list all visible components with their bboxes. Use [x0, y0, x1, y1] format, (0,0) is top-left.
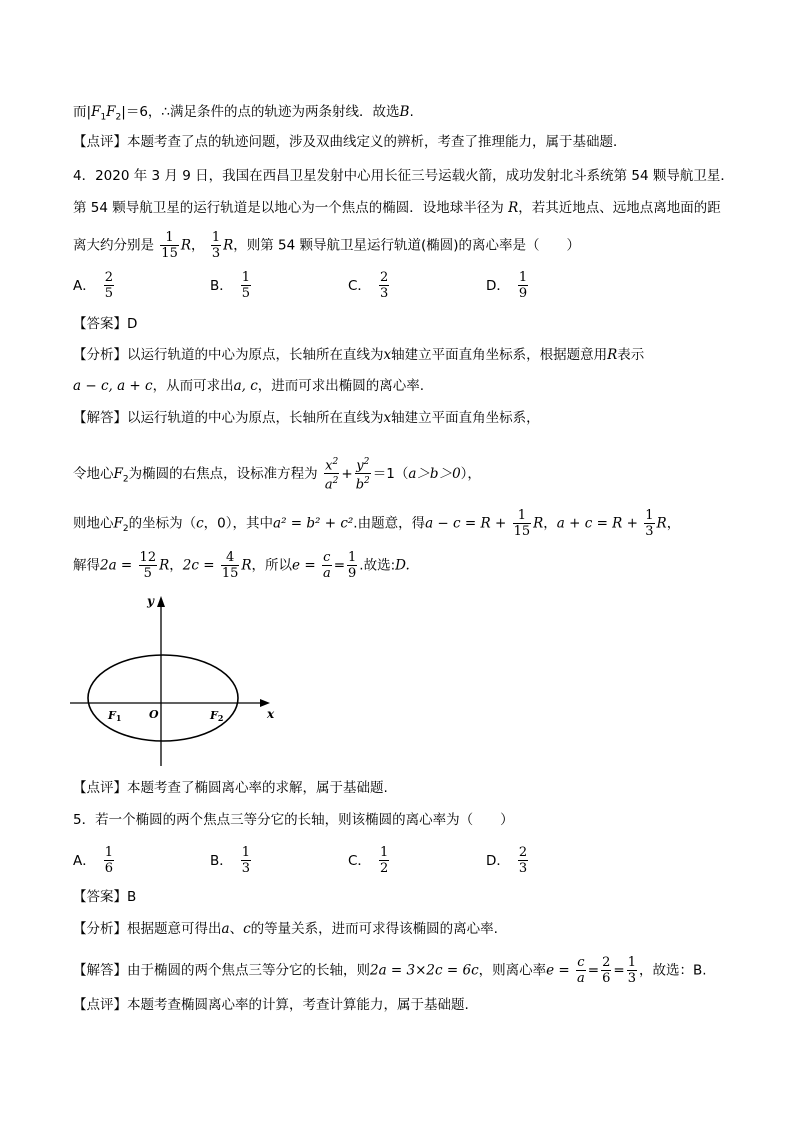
text: 第 54 颗导航卫星的运行轨道是以地心为一个焦点的椭圆．设地球半径为 [73, 200, 504, 216]
numerator: 1 [348, 550, 357, 565]
denominator: 3 [241, 861, 251, 876]
answer-tag: 【答案】 [73, 316, 127, 332]
q4-option-c[interactable] [348, 270, 391, 301]
text: ，0），其中 [203, 515, 274, 532]
exponent: 2 [363, 457, 370, 467]
q5-comment [73, 995, 469, 1015]
previous-solution-line [73, 102, 414, 128]
q4-option-a[interactable] [73, 270, 116, 301]
focus-letter: F [108, 709, 116, 722]
math-c: c [243, 921, 251, 937]
comment-tag: 【点评】 [73, 997, 127, 1013]
focus-f2-label [209, 709, 223, 723]
numerator: 1 [241, 845, 251, 860]
math-R: R [607, 347, 618, 363]
q5-option-b[interactable] [210, 845, 253, 876]
denominator: 15 [221, 566, 239, 581]
numerator: 1 [211, 230, 221, 245]
text: ， [543, 515, 557, 532]
text: .由题意，得 [353, 515, 426, 532]
denominator: 9 [518, 286, 528, 301]
math-R: R [508, 200, 519, 216]
numerator: 1 [241, 270, 251, 285]
denominator: 3 [518, 861, 528, 876]
q5-option-c[interactable] [348, 845, 391, 876]
answer-letter: D. [395, 557, 410, 574]
option-fraction [241, 845, 251, 876]
denominator: 15 [513, 524, 531, 539]
numerator: 2 [602, 955, 611, 970]
math-F: F [113, 515, 123, 532]
numerator: 1 [627, 955, 636, 970]
option-label: A． [73, 277, 96, 294]
fraction-2-6 [601, 955, 611, 986]
option-fraction [379, 270, 389, 301]
math-x: x [383, 347, 392, 363]
y-axis-arrow [157, 596, 165, 607]
option-label: C． [348, 852, 371, 869]
comment-text: 本题考查了点的轨迹问题，涉及双曲线定义的辨析，考查了推理能力，属于基础题． [127, 134, 627, 150]
origin-label: O [149, 708, 159, 721]
q5-stem: 5．若一个椭圆的两个焦点三等分它的长轴，则该椭圆的离心率为（ ） [73, 812, 514, 828]
exponent: 2 [332, 457, 339, 467]
text: 以运行轨道的中心为原点，长轴所在直线为 [127, 410, 384, 426]
q5-analysis [73, 919, 498, 939]
option-fraction [379, 845, 389, 876]
y-axis-label: y [147, 594, 154, 608]
fraction-y2-b2 [355, 455, 371, 493]
fraction-12-5 [139, 550, 158, 581]
text: ，故选：B. [638, 962, 707, 979]
numerator: c [323, 550, 331, 565]
denominator: 6 [104, 861, 114, 876]
math-condition: a＞b＞0 [408, 465, 461, 482]
text: 而| [73, 104, 92, 120]
denominator: 3 [211, 246, 221, 261]
exponent: 2 [364, 476, 370, 487]
q4-solution-line4: 解得2a = $\frac{12}{5}$ R，2c = $\frac{4}{15}$ R，所以e = $\frac{c}{a}$ = $\frac{1}{9}$ .故选:D. [73, 550, 410, 581]
answer-tag: 【答案】 [73, 889, 127, 905]
q4-stem-line3: 离大约分别是 $\frac{1}{15}$ R， $\frac{1}{3}$ R，则第 54 颗导航卫星运行轨道(椭圆)的离心率是（ ） [73, 230, 581, 261]
text: ，进而可求出椭圆的离心率. [257, 378, 425, 394]
text: 解得 [73, 557, 100, 574]
math-F: F [91, 104, 101, 120]
focus-subscript: 2 [217, 713, 224, 723]
option-label: A． [73, 852, 96, 869]
denominator: 3 [645, 524, 654, 539]
math-equation: 2a = 3×2c = 6c [370, 962, 479, 979]
analysis-tag: 【分析】 [73, 921, 127, 937]
numerator: 2 [379, 270, 389, 285]
q4-answer [73, 314, 137, 334]
q4-solution-line3 [73, 508, 680, 539]
solution-tag: 【解答】 [73, 410, 127, 426]
text: 为椭圆的右焦点，设标准方程为 [128, 465, 318, 482]
denominator: 2 [379, 861, 389, 876]
q4-stem-line2 [73, 198, 721, 218]
comment-q3 [73, 132, 627, 152]
subscript: 2 [122, 474, 129, 485]
numerator: 1 [513, 508, 532, 524]
q4-comment [73, 778, 388, 798]
q4-option-b[interactable] [210, 270, 253, 301]
focus-subscript: 1 [115, 713, 122, 723]
x-axis-arrow [260, 699, 270, 707]
subscript: 2 [122, 524, 129, 535]
text: ， [666, 515, 681, 532]
option-label: B． [210, 277, 233, 294]
text: ，则离心率 [478, 962, 547, 979]
numerator: 1 [645, 508, 654, 523]
numerator: 4 [221, 550, 240, 566]
option-label: C． [348, 277, 371, 294]
math-expression: a, c [233, 378, 258, 394]
text: 轴建立平面直角坐标系，根据题意用 [391, 347, 608, 363]
denominator: 15 [161, 246, 178, 261]
comment-text: 本题考查了椭圆离心率的求解，属于基础题. [127, 780, 388, 796]
denominator: 5 [241, 286, 251, 301]
fraction-1-3 [644, 508, 654, 539]
ellipse-curve [88, 655, 238, 741]
comment-text: 本题考查椭圆离心率的计算，考查计算能力，属于基础题. [127, 997, 469, 1013]
focus-f1-label [107, 709, 121, 723]
text: ，若其近地点、远地点离地面的距 [518, 200, 721, 216]
text: 则地心 [73, 515, 114, 532]
math-c: c [196, 515, 204, 532]
denominator: 3 [379, 286, 389, 301]
comment-tag: 【点评】 [73, 780, 127, 796]
math-equation: a − c = R + [425, 515, 507, 532]
numerator: 2 [518, 845, 528, 860]
fraction-1-15 [160, 230, 179, 261]
text: ，所以 [251, 557, 293, 574]
text: . [409, 104, 414, 120]
q4-solution-line1 [73, 408, 540, 428]
denominator: 9 [348, 566, 357, 581]
exponent: 2 [332, 476, 339, 487]
focus-letter: F [210, 709, 218, 722]
numerator: 12 [139, 550, 157, 565]
q5-answer [73, 887, 136, 907]
option-label: D． [486, 852, 510, 869]
var: b [355, 477, 365, 493]
option-fraction [518, 845, 528, 876]
text: ，则第 54 颗导航卫星运行轨道(椭圆)的离心率是（ ） [233, 237, 581, 254]
math-equation: a² = b² + c² [273, 515, 354, 532]
text: ＝1（ [372, 465, 409, 482]
option-fraction [518, 270, 528, 301]
denominator: 5 [104, 286, 114, 301]
denominator: 5 [143, 566, 152, 581]
math-R: R [159, 557, 170, 574]
numerator: 1 [104, 845, 114, 860]
numerator [324, 455, 340, 474]
denominator: 6 [602, 971, 611, 986]
text: 的等量关系，进而可求得该椭圆的离心率. [250, 921, 498, 937]
math-R: R [241, 557, 252, 574]
math-x: x [383, 410, 392, 426]
math-F: F [106, 104, 116, 120]
fraction-x2-a2 [324, 455, 340, 493]
subscript: 1 [100, 112, 107, 123]
math-F: F [113, 465, 123, 482]
answer-letter: B [399, 104, 410, 120]
text: 的坐标为（ [128, 515, 197, 532]
var: x [325, 458, 333, 474]
math-R: R [223, 237, 234, 254]
numerator [355, 455, 371, 474]
fraction-1-3 [627, 955, 637, 986]
numerator: 2 [104, 270, 114, 285]
comment-tag: 【点评】 [73, 134, 127, 150]
fraction-1-3 [211, 230, 221, 261]
option-label: D． [486, 277, 510, 294]
option-fraction [104, 270, 114, 301]
numerator: 1 [160, 230, 179, 246]
q5-solution: 【解答】由于椭圆的两个焦点三等分它的长轴，则2a = 3×2c = 6c，则离心率e = $\frac{c}{a}$ = $\frac{2}{6}$ = $\frac{1}{3}$ ，故选：B. [73, 955, 707, 986]
subscript: 2 [115, 112, 122, 123]
math-e: e = [292, 557, 316, 574]
q4-option-d[interactable] [486, 270, 530, 301]
answer-value: B [127, 889, 137, 905]
math-equation: a + c = R + [556, 515, 638, 532]
text: 表示 [617, 347, 645, 363]
math-R: R [533, 515, 544, 532]
text: .故选: [359, 557, 396, 574]
numerator: 1 [379, 845, 389, 860]
math-a: a [221, 921, 230, 937]
text: 根据题意可得出 [127, 921, 222, 937]
text: ，从而可求出 [152, 378, 234, 394]
fraction-1-9 [347, 550, 357, 581]
text: |＝6，∴满足条件的点的轨迹为两条射线．故选 [121, 104, 400, 120]
math-e: e = [546, 962, 570, 979]
text: 由于椭圆的两个焦点三等分它的长轴，则 [127, 962, 370, 979]
math-R: R [180, 237, 192, 254]
text: 离大约分别是 [73, 237, 154, 254]
x-axis-label: x [267, 707, 275, 721]
fraction-c-a [576, 955, 586, 986]
q4-analysis-line1 [73, 345, 644, 365]
denominator [355, 474, 371, 492]
fraction-c-a [322, 550, 332, 581]
equals-sign: = [587, 962, 600, 979]
answer-value: D [127, 316, 138, 332]
denominator: a [577, 971, 585, 986]
ellipse-diagram [70, 590, 280, 766]
math-R: R [656, 515, 667, 532]
option-label: B． [210, 852, 233, 869]
math-equation: 2c = [182, 557, 215, 574]
denominator [324, 474, 340, 492]
q4-analysis-line2 [73, 376, 424, 396]
text: 令地心 [73, 465, 114, 482]
q4-stem-line1: 4．2020 年 3 月 9 日，我国在西昌卫星发射中心用长征三号运载火箭，成功发射北斗系统第 54 颗导航卫星． [73, 168, 734, 184]
option-fraction [241, 270, 251, 301]
denominator: a [322, 566, 331, 581]
text: 、 [229, 921, 244, 937]
numerator: 1 [518, 270, 528, 285]
text: 以运行轨道的中心为原点，长轴所在直线为 [127, 347, 384, 363]
q5-option-d[interactable] [486, 845, 530, 876]
math-expression: a − c, a + c [73, 378, 153, 394]
text: 轴建立平面直角坐标系， [391, 410, 540, 426]
fraction-1-15 [513, 508, 532, 539]
fraction-4-15 [221, 550, 240, 581]
denominator: 3 [627, 971, 636, 986]
analysis-tag: 【分析】 [73, 347, 127, 363]
numerator: c [577, 955, 585, 970]
solution-tag: 【解答】 [73, 962, 127, 979]
q5-option-a[interactable] [73, 845, 116, 876]
var: y [356, 458, 364, 474]
var: a [324, 477, 333, 493]
option-fraction [104, 845, 114, 876]
q4-solution-line2: 令地心$F_2$为椭圆的右焦点，设标准方程为 $\frac{x^2}{a^2}$ + $\frac{y^2}{b^2}$ ＝1（a＞b＞0）， [73, 457, 481, 493]
math-equation: 2a = [100, 557, 133, 574]
text: ）， [460, 465, 481, 482]
